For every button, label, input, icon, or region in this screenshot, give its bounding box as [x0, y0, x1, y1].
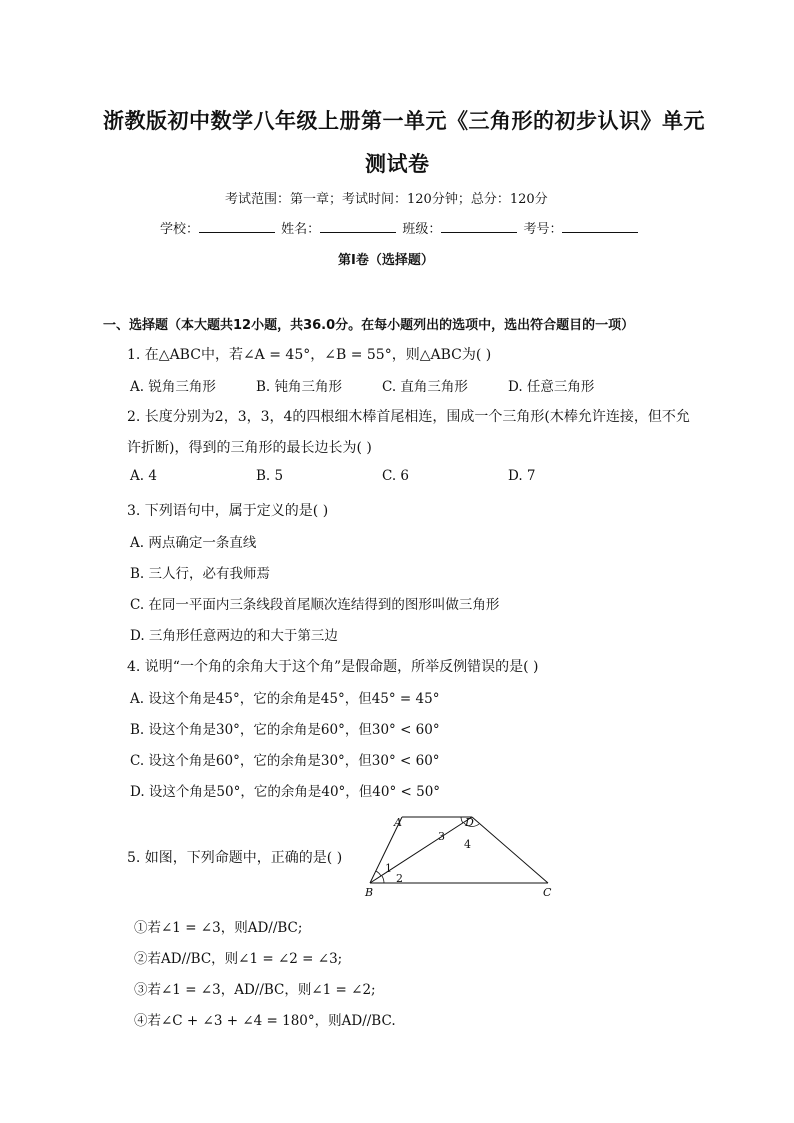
q1-stem: 1. 在△ABC中，若∠A = 45°，∠B = 55°，则△ABC为( ) [127, 347, 492, 363]
q2-option-b: B. 5 [256, 468, 284, 484]
q5-statement-4: ④若∠C + ∠3 + ∠4 = 180°，则AD//BC. [134, 1013, 396, 1029]
q1-option-b: B. 钝角三角形 [256, 379, 343, 395]
q4-option-a: A. 设这个角是45°，它的余角是45°，但45° = 45° [130, 691, 440, 707]
label-d: D [465, 816, 474, 829]
label-angle-3: 3 [438, 830, 445, 843]
label-angle-1: 1 [385, 862, 392, 875]
q2-stem-line-1: 2. 长度分别为2，3，3，4的四根细木棒首尾相连，围成一个三角形(木棒允许连接，但不允 [127, 409, 690, 425]
q1-option-d: D. 任意三角形 [508, 379, 595, 395]
class-blank[interactable] [441, 220, 517, 233]
q4-option-b: B. 设这个角是30°，它的余角是60°，但30° < 60° [130, 722, 440, 738]
volume-title: 第I卷（选择题） [338, 253, 434, 268]
q5-statement-2: ②若AD//BC，则∠1 = ∠2 = ∠3; [134, 951, 343, 967]
q4-option-d: D. 设这个角是50°，它的余角是40°，但40° < 50° [130, 784, 441, 800]
q3-option-d: D. 三角形任意两边的和大于第三边 [130, 628, 338, 644]
q5-statement-3: ③若∠1 = ∠3，AD//BC，则∠1 = ∠2; [134, 982, 376, 998]
q1-option-a: A. 锐角三角形 [130, 379, 216, 395]
name-blank[interactable] [320, 220, 396, 233]
q4-option-c: C. 设这个角是60°，它的余角是30°，但30° < 60° [130, 753, 440, 769]
label-a: A [394, 816, 402, 829]
q3-stem: 3. 下列语句中，属于定义的是( ) [127, 503, 329, 519]
label-angle-2: 2 [396, 872, 403, 885]
segment-dc [472, 817, 548, 883]
title-line-2: 测试卷 [365, 152, 430, 176]
q3-option-a: A. 两点确定一条直线 [130, 535, 257, 551]
label-angle-4: 4 [464, 838, 471, 851]
q2-option-d: D. 7 [508, 468, 536, 484]
student-fields [160, 218, 640, 237]
q1-option-c: C. 直角三角形 [382, 379, 468, 395]
exam-info: 考试范围：第一章；考试时间：120分钟；总分：120分 [225, 192, 548, 207]
q4-stem: 4. 说明“一个角的余角大于这个角”是假命题，所举反例错误的是( ) [127, 659, 539, 675]
q5-stem: 5. 如图，下列命题中，正确的是( ) [127, 850, 343, 866]
section-heading: 一、选择题（本大题共12小题，共36.0分。在每小题列出的选项中，选出符合题目的一项） [103, 318, 635, 333]
school-blank[interactable] [199, 220, 275, 233]
angle-3-arc [461, 817, 463, 823]
class-label: 班级： [402, 222, 442, 237]
angle-1-arc [376, 871, 381, 876]
trapezoid-figure [360, 812, 560, 902]
number-label: 考号： [523, 222, 563, 237]
title-line-1: 浙教版初中数学八年级上册第一单元《三角形的初步认识》单元 [103, 109, 705, 133]
q2-option-c: C. 6 [382, 468, 410, 484]
name-label: 姓名： [281, 222, 321, 237]
q5-statement-1: ①若∠1 = ∠3，则AD//BC; [134, 920, 303, 936]
q2-option-a: A. 4 [130, 468, 157, 484]
q3-option-c: C. 在同一平面内三条线段首尾顺次连结得到的图形叫做三角形 [130, 597, 500, 613]
angle-2-arc [382, 876, 384, 883]
label-c: C [543, 886, 552, 899]
label-b: B [365, 886, 374, 899]
school-label: 学校： [160, 222, 200, 237]
number-blank[interactable] [562, 220, 638, 233]
q2-stem-line-2: 许折断)，得到的三角形的最长边长为( ) [127, 440, 372, 456]
q3-option-b: B. 三人行，必有我师焉 [130, 566, 271, 582]
